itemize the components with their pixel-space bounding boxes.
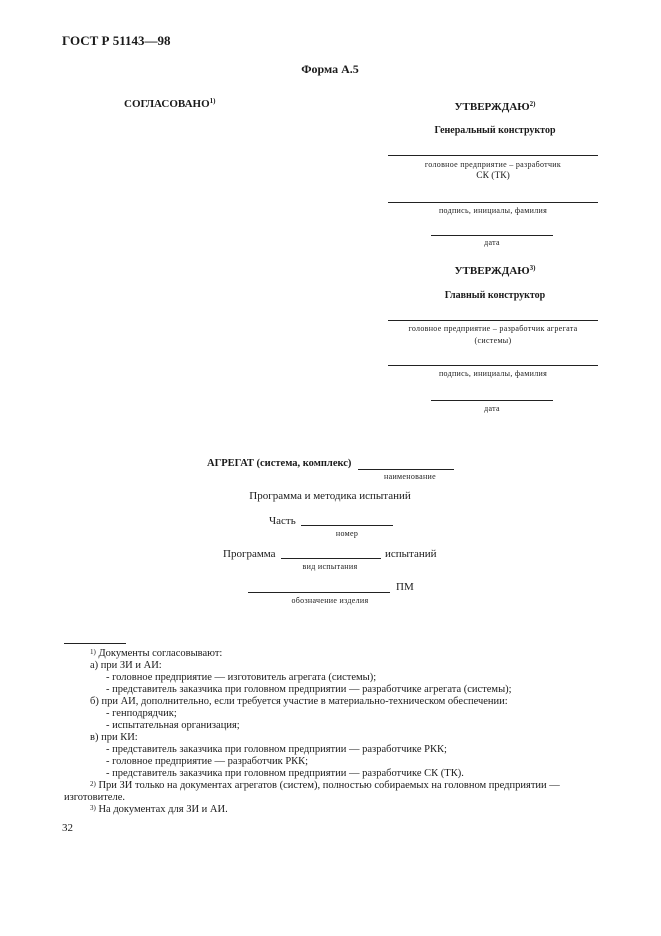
footnote-1-text: Документы согласовывают:	[98, 648, 223, 659]
part-line	[301, 525, 393, 526]
footnote-2-mark: 2)	[90, 780, 96, 788]
pm-line	[248, 592, 390, 593]
footnote-1-item-a1: - головное предприятие — изготовитель агрегата (системы);	[106, 672, 377, 683]
approve2-sign-caption: подпись, инициалы, фамилия	[438, 369, 548, 378]
approve1-heading	[390, 101, 600, 113]
approve1-sign-caption: подпись, инициалы, фамилия	[438, 206, 548, 215]
footnote-1-item-v3: - представитель заказчика при головном предприятии — разработчике СК (ТК).	[106, 768, 464, 779]
approve1-role: Генеральный конструктор	[434, 125, 556, 136]
approve1-label: УТВЕРЖДАЮ	[454, 101, 530, 113]
footnote-separator	[64, 643, 126, 644]
footnote-1-mark: 1)	[90, 648, 96, 656]
approve1-org-caption-2: СК (ТК)	[476, 171, 510, 181]
footnote-ref-3: 3)	[529, 264, 536, 272]
approve2-org-line	[388, 320, 598, 321]
approve2-date-line	[431, 400, 553, 401]
program-caption: вид испытания	[302, 562, 358, 571]
footnote-1-item-v1: - представитель заказчика при головном предприятии — разработчике РКК;	[106, 744, 447, 755]
footnote-3	[90, 804, 228, 816]
footnote-1-item-v: в) при КИ:	[90, 732, 138, 743]
footnote-2-text: При ЗИ только на документах агрегатов (систем), полностью собираемых на головном предприятии —	[98, 780, 560, 791]
approve2-org-caption-2: (системы)	[474, 336, 512, 345]
approve2-date-caption: дата	[484, 404, 500, 413]
footnote-ref-2: 2)	[529, 100, 536, 108]
footnote-2	[90, 780, 560, 792]
approve1-org-line	[388, 155, 598, 156]
approve1-sign-line	[388, 202, 598, 203]
unit-caption: наименование	[384, 472, 436, 481]
footnote-3-mark: 3)	[90, 804, 96, 812]
standard-number: ГОСТ Р 51143—98	[62, 33, 171, 48]
form-title: Форма А.5	[301, 62, 359, 76]
program-suffix: испытаний	[385, 548, 437, 560]
approve2-role: Главный конструктор	[444, 290, 546, 301]
footnote-1	[90, 648, 222, 660]
program-line	[281, 558, 381, 559]
footnote-1-item-b: б) при АИ, дополнительно, если требуется участие в материально-техническом обеспечении:	[90, 696, 508, 707]
program-title: Программа и методика испытаний	[249, 490, 411, 502]
part-caption: номер	[335, 529, 359, 538]
footnote-1-item-v2: - головное предприятие — разработчик РКК;	[106, 756, 309, 767]
approve2-heading	[390, 265, 600, 277]
pm-caption: обозначение изделия	[291, 596, 369, 605]
approve2-org-caption: головное предприятие – разработчик агрегата	[408, 324, 578, 333]
unit-label: АГРЕГАТ (система, комплекс)	[207, 458, 352, 469]
approve2-label: УТВЕРЖДАЮ	[454, 265, 530, 277]
approve1-date-line	[431, 235, 553, 236]
program-prefix: Программа	[223, 548, 276, 560]
footnote-1-item-b2: - испытательная организация;	[106, 720, 240, 731]
footnote-1-item-b1: - генподрядчик;	[106, 708, 177, 719]
approve1-org-caption: головное предприятие – разработчик	[424, 160, 562, 169]
agreed-heading	[124, 98, 215, 110]
footnote-1-item-a2: - представитель заказчика при головном предприятии — разработчике агрегата (системы);	[106, 684, 512, 695]
agreed-label: СОГЛАСОВАНО	[124, 98, 210, 110]
footnote-ref-1: 1)	[209, 97, 216, 105]
page-number: 32	[62, 822, 73, 834]
footnote-2-continuation: изготовителе.	[64, 792, 125, 803]
approve2-sign-line	[388, 365, 598, 366]
unit-line	[358, 469, 454, 470]
footnote-1-item-a: а) при ЗИ и АИ:	[90, 660, 162, 671]
approve1-date-caption: дата	[484, 238, 500, 247]
pm-suffix: ПМ	[396, 581, 414, 593]
part-label: Часть	[269, 515, 296, 527]
footnote-3-text: На документах для ЗИ и АИ.	[98, 804, 228, 815]
